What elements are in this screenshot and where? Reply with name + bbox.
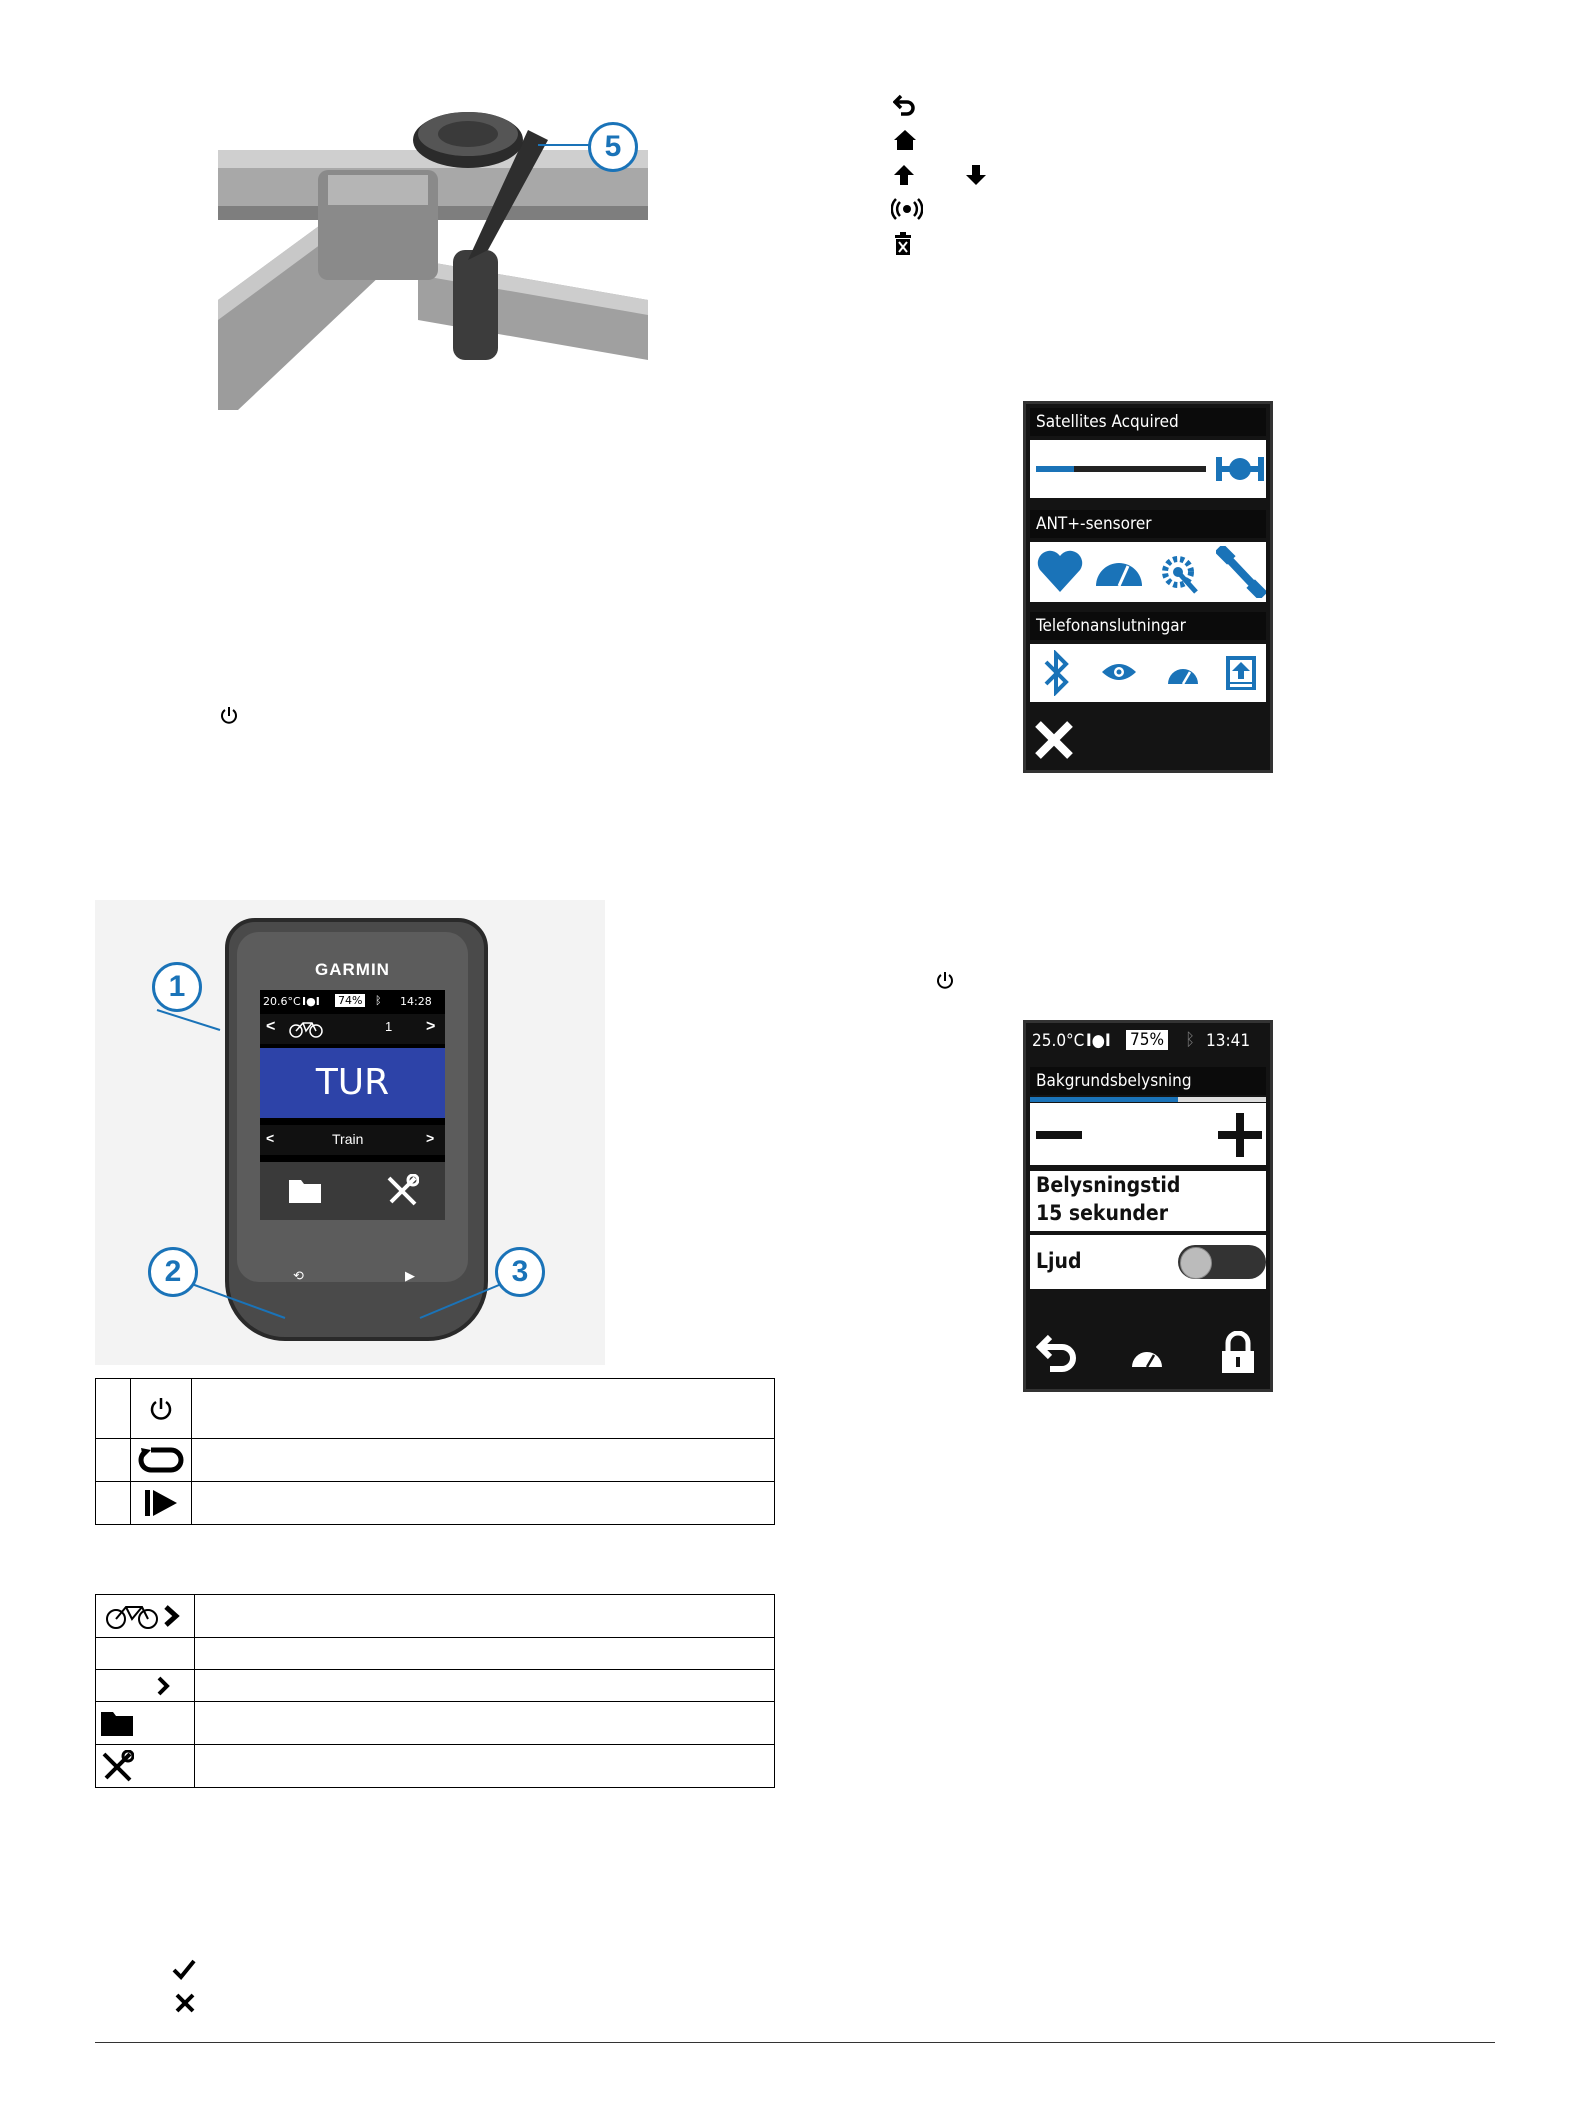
table-cell (96, 1439, 131, 1482)
callout-2: 2 (148, 1247, 198, 1297)
table-cell (192, 1439, 775, 1482)
table-cell (96, 1638, 195, 1670)
eye-icon (1100, 660, 1138, 684)
broadcast-icon (891, 198, 923, 220)
chevron-right-icon[interactable]: > (426, 1130, 435, 1146)
table-cell (96, 1595, 195, 1638)
upload-icon (1224, 654, 1258, 692)
table-cell (96, 1482, 131, 1525)
close-icon (174, 1992, 196, 2014)
table-row (96, 1482, 775, 1525)
table-cell (192, 1379, 775, 1439)
timeout-label: Belysningstid (1036, 1173, 1181, 1197)
chevron-right-icon (96, 1675, 194, 1697)
backlight-screen (1023, 1020, 1273, 1392)
power-meter-icon (1216, 546, 1266, 598)
callout-5: 5 (588, 122, 638, 172)
sound-item[interactable] (1030, 1235, 1266, 1289)
power-icon (131, 1395, 191, 1423)
ant-sensors-header: ANT+-sensorer (1030, 510, 1266, 538)
tur-label: TUR (315, 1062, 390, 1103)
satellite-icon (1216, 454, 1264, 484)
ant-sensors-pane[interactable] (1030, 542, 1266, 602)
bike-profile-icon (96, 1601, 194, 1631)
speedometer-icon[interactable] (1130, 1345, 1164, 1369)
lock-button[interactable] (1218, 1331, 1258, 1375)
table-cell (195, 1670, 775, 1702)
callout-1: 1 (152, 962, 202, 1012)
lap-icon (131, 1446, 191, 1474)
backlight-toolbar (1030, 1327, 1266, 1383)
check-icon (172, 1958, 196, 1980)
table-row (96, 1670, 775, 1702)
phone-connections-header: Telefonanslutningar (1030, 612, 1266, 640)
backlight-level-bar (1030, 1097, 1266, 1102)
table-cell (131, 1379, 192, 1439)
button-table (95, 1378, 775, 1525)
close-button[interactable] (1032, 718, 1076, 762)
back-button[interactable] (1036, 1333, 1080, 1375)
device-time: 14:28 (400, 995, 432, 1008)
table-row (96, 1745, 775, 1788)
satellites-pane[interactable] (1030, 440, 1266, 498)
bluetooth-icon: ᛒ (375, 994, 382, 1007)
chevron-right-icon[interactable]: > (426, 1018, 436, 1035)
phone-connections-pane[interactable] (1030, 644, 1266, 702)
bike-mount-illustration (218, 110, 648, 410)
backlight-adjust-pane (1030, 1103, 1266, 1165)
status-temp: 25.0°C (1032, 1031, 1085, 1051)
table-cell (195, 1745, 775, 1788)
table-row (96, 1595, 775, 1638)
table-row (96, 1638, 775, 1670)
lap-button-icon: ⟲ (293, 1268, 304, 1283)
home-icons-table (95, 1594, 775, 1788)
device-illustration (95, 900, 605, 1365)
folder-icon (100, 1709, 194, 1737)
satellite-progress-bar (1036, 466, 1206, 472)
backlight-status-bar (1030, 1027, 1266, 1055)
chevron-left-icon[interactable]: < (266, 1018, 276, 1035)
bluetooth-icon (1042, 650, 1070, 696)
backlight-timeout-item[interactable] (1030, 1171, 1266, 1231)
status-screen (1023, 401, 1273, 773)
power-icon (934, 970, 956, 992)
home-icon (893, 129, 917, 151)
sound-toggle[interactable] (1178, 1245, 1266, 1279)
table-cell (96, 1379, 131, 1439)
table-cell (195, 1595, 775, 1638)
power-icon (218, 705, 240, 727)
satellites-header: Satellites Acquired (1030, 408, 1266, 436)
table-row (96, 1439, 775, 1482)
down-arrow-icon (965, 164, 987, 186)
minus-button[interactable] (1036, 1131, 1082, 1139)
table-cell (96, 1702, 195, 1745)
chevron-left-icon[interactable]: < (266, 1130, 275, 1146)
backlight-header: Bakgrundsbelysning (1030, 1067, 1266, 1095)
footer-rule (95, 2042, 1495, 2043)
table-row (96, 1379, 775, 1439)
table-cell (192, 1482, 775, 1525)
speed-sensor-icon (1094, 552, 1144, 590)
table-cell (195, 1638, 775, 1670)
table-cell (96, 1745, 195, 1788)
satellite-icon: I●I (302, 995, 320, 1008)
device-battery: 74% (335, 994, 365, 1007)
sound-label: Ljud (1036, 1249, 1082, 1273)
status-battery: 75% (1126, 1030, 1168, 1050)
callout-3: 3 (495, 1247, 545, 1297)
profile-number: 1 (385, 1019, 393, 1034)
table-row (96, 1702, 775, 1745)
train-label: Train (332, 1131, 364, 1147)
table-cell (96, 1670, 195, 1702)
timeout-value: 15 sekunder (1036, 1201, 1169, 1225)
table-cell (131, 1439, 192, 1482)
back-icon (893, 94, 917, 116)
device-brand: GARMIN (315, 960, 390, 979)
table-cell (131, 1482, 192, 1525)
delete-icon (893, 232, 913, 256)
satellite-icon: I●I (1086, 1031, 1111, 1051)
speedometer-icon (1166, 662, 1200, 686)
plus-button[interactable] (1218, 1113, 1262, 1157)
tools-icon (100, 1750, 194, 1782)
table-cell (195, 1702, 775, 1745)
cadence-sensor-icon (1156, 548, 1202, 596)
start-stop-icon (131, 1488, 191, 1518)
heart-rate-icon (1036, 548, 1084, 594)
device-temp: 20.6°C (263, 995, 301, 1008)
bluetooth-icon: ᛒ (1185, 1030, 1196, 1050)
status-time: 13:41 (1206, 1031, 1251, 1051)
up-arrow-icon (893, 164, 915, 186)
start-button-icon: ▶ (405, 1268, 415, 1283)
